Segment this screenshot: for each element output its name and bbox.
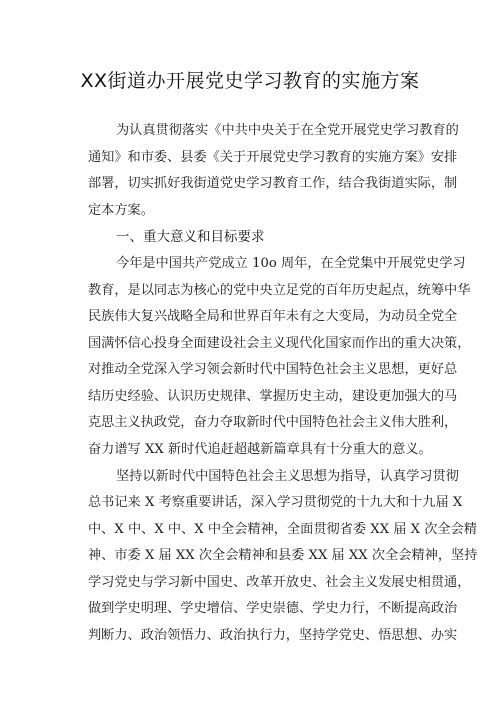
para1-line-4: 国满怀信心投身全面建设社会主义现代化国家而作出的重大决策， xyxy=(88,336,471,351)
intro-line-2: 通知》和市委、县委《关于开展党史学习教育的实施方案》安排 xyxy=(88,150,458,165)
para1-line-5: 对推动全党深入学习领会新时代中国特色社会主义思想，更好总 xyxy=(88,362,458,377)
para1-line-8: 奋力谱写 XX 新时代追赶超越新篇章具有十分重大的意义。 xyxy=(88,442,432,457)
para2-line-6: 做到学史明理、学史增信、学史崇德、学史力行，不断提高政治 xyxy=(88,601,458,616)
section-heading-1: 一、重大意义和目标要求 xyxy=(116,229,265,245)
document-title: XX街道办开展党史学习教育的实施方案 xyxy=(80,70,420,92)
para1-line-3: 民族伟大复兴战略全局和世界百年未有之大变局，为动员全党全 xyxy=(88,309,458,324)
para2-line-1: 坚持以新时代中国特色社会主义思想为指导，认真学习贯彻 xyxy=(116,469,459,484)
para2-line-4: 神、市委 X 届 XX 次全会精神和县委 XX 届 XX 次全会精神，坚持 xyxy=(88,548,478,563)
para1-line-2: 教育，是以同志为核心的党中央立足党的百年历史起点，统筹中华 xyxy=(88,283,471,298)
para1-line-6: 结历史经验、认识历史规律、掌握历史主动，建设更加强大的马 xyxy=(88,389,458,404)
para2-line-2: 总书记来 X 考察重要讲话，深入学习贯彻党的十九大和十九届 X xyxy=(88,495,463,510)
para1-line-7: 克思主义执政党，奋力夺取新时代中国特色社会主义伟大胜利， xyxy=(88,415,458,430)
intro-line-4: 定本方案。 xyxy=(88,203,154,218)
intro-line-1: 为认真贯彻落实《中共中央关于在全党开展党史学习教育的 xyxy=(116,123,459,138)
intro-line-3: 部署，切实抓好我街道党史学习教育工作，结合我街道实际，制 xyxy=(88,176,458,191)
para2-line-3: 中、X 中、X 中、X 中全会精神，全面贯彻省委 XX 届 X 次全会精 xyxy=(88,522,477,537)
para2-line-5: 学习党史与学习新中国史、改革开放史、社会主义发展史相贯通， xyxy=(88,575,471,590)
para2-line-7: 判断力、政治领悟力、政治执行力，坚持学党史、悟思想、办实 xyxy=(88,628,458,643)
para1-line-1: 今年是中国共产党成立 10o 周年，在全党集中开展党史学习 xyxy=(116,256,466,271)
